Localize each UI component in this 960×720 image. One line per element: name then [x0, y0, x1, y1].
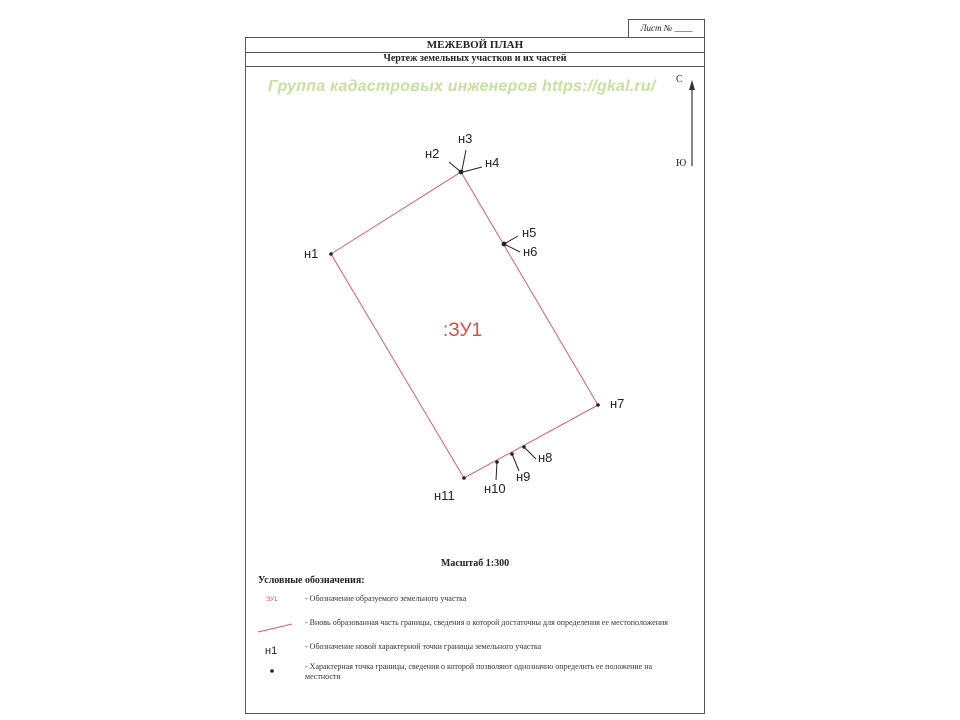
legend-text-boundary: - Вновь образованная часть границы, сведения о которой достаточны для определения ее местоположения [305, 618, 668, 627]
legend-text-existing-point: - Характерная точка границы, сведения о которой позволяют однозначно определить ее положение на местности [305, 662, 653, 681]
compass-north-label: С [676, 74, 683, 85]
point-label-n6: н6 [523, 244, 538, 259]
point-dot-n1 [329, 252, 333, 256]
leader-n10 [496, 462, 497, 480]
point-dot-n10 [495, 460, 499, 464]
legend-text-zu: - Обозначение образуемого земельного участка [305, 594, 467, 603]
drawing-subtitle: Чертеж земельных участков и их частей [246, 52, 704, 67]
point-label-n3: н3 [458, 131, 473, 146]
point-dot-n2-n4 [459, 170, 464, 175]
legend-symbol-zu: :ЗУ1 [265, 597, 278, 603]
point-dot-n11 [462, 476, 466, 480]
plot-label: :ЗУ1 [443, 320, 483, 341]
point-dot-n7 [596, 403, 600, 407]
document-title: МЕЖЕВОЙ ПЛАН [246, 38, 704, 53]
point-label-n2: н2 [425, 146, 440, 161]
leader-n8 [524, 447, 536, 459]
compass-arrow-head-icon [689, 80, 695, 90]
point-dot-n8 [522, 445, 526, 449]
point-label-n1: н1 [304, 246, 319, 261]
legend-text-new-point: - Обозначение новой характерной точки границы земельного участка [305, 642, 542, 651]
point-dot-n5-n6 [502, 242, 507, 247]
point-label-n5: н5 [522, 225, 537, 240]
leader-n5 [504, 236, 518, 244]
compass-south-label: Ю [676, 158, 687, 169]
point-label-n10: н10 [484, 481, 506, 496]
legend-point-dot [270, 669, 274, 673]
point-label-n9: н9 [516, 469, 531, 484]
point-label-n8: н8 [538, 450, 553, 465]
point-label-n7: н7 [610, 396, 625, 411]
sheet-number-box: Лист № ____ [628, 19, 705, 37]
point-label-n11: н11 [434, 488, 455, 503]
scale-label: Масштаб 1:300 [440, 558, 510, 569]
legend-title: Условные обозначения: [258, 575, 365, 586]
point-dot-n9 [510, 452, 514, 456]
point-label-n4: н4 [485, 155, 500, 170]
watermark-text: Группа кадастровых инженеров https://gkal.ru/ [268, 78, 656, 95]
legend-symbol-point-label: н1 [265, 645, 278, 657]
leader-n3 [462, 150, 466, 170]
leader-n6 [504, 244, 520, 252]
leader-n4 [463, 167, 482, 172]
legend-boundary-line [258, 624, 292, 632]
